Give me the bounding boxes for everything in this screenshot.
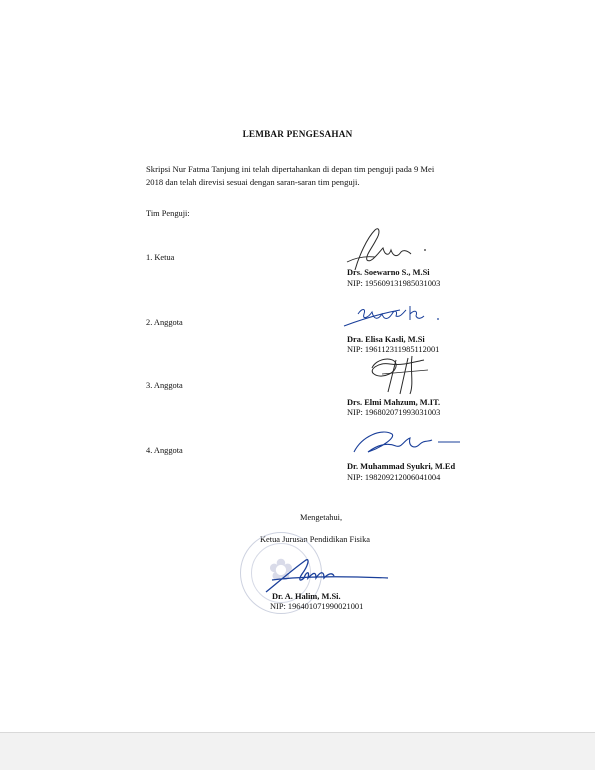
paragraph-line-2: 2018 dan telah direvisi sesuai dengan saran-saran tim penguji.	[146, 177, 360, 187]
examiner-3-role: 3. Anggota	[146, 381, 183, 390]
examiner-1-role: 1. Ketua	[146, 253, 175, 262]
mengetahui-label: Mengetahui,	[300, 513, 343, 522]
tim-penguji-label: Tim Penguji:	[146, 209, 190, 218]
examiner-2-nip: NIP: 196112311985112001	[347, 345, 440, 354]
approval-paragraph	[146, 163, 466, 189]
approval-nip: NIP: 196401071990021001	[270, 602, 364, 611]
examiner-4-role: 4. Anggota	[146, 446, 183, 455]
paragraph-line-1: Skripsi Nur Fatma Tanjung ini telah dipertahankan di depan tim penguji pada 9 Mei	[146, 164, 435, 174]
seal-emblem-icon: ✿	[268, 553, 294, 588]
signature-1-icon	[345, 226, 435, 274]
document-title: LEMBAR PENGESAHAN	[242, 129, 353, 139]
signature-2-icon	[338, 300, 448, 332]
approval-position: Ketua Jurusan Pendidikan Fisika	[260, 535, 371, 544]
examiner-2-name: Dra. Elisa Kasli, M.Si	[347, 335, 425, 344]
examiner-1-name: Drs. Soewarno S., M.Si	[347, 268, 430, 277]
examiner-3-name: Drs. Elmi Mahzum, M.IT.	[347, 398, 441, 407]
examiner-2-role: 2. Anggota	[146, 318, 183, 327]
examiner-3-nip: NIP: 196802071993031003	[347, 408, 441, 417]
signature-4-icon	[346, 426, 466, 460]
examiner-4-name: Dr. Muhammad Syukri, M.Ed	[347, 462, 456, 471]
page-bottom-divider	[0, 732, 595, 733]
signature-3-icon	[366, 354, 436, 396]
examiner-4-nip: NIP: 198209212006041004	[347, 473, 441, 482]
signature-approval-icon	[262, 552, 402, 596]
approval-name: Dr. A. Halim, M.Si.	[272, 592, 341, 601]
examiner-1-nip: NIP: 195609131985031003	[347, 279, 441, 288]
